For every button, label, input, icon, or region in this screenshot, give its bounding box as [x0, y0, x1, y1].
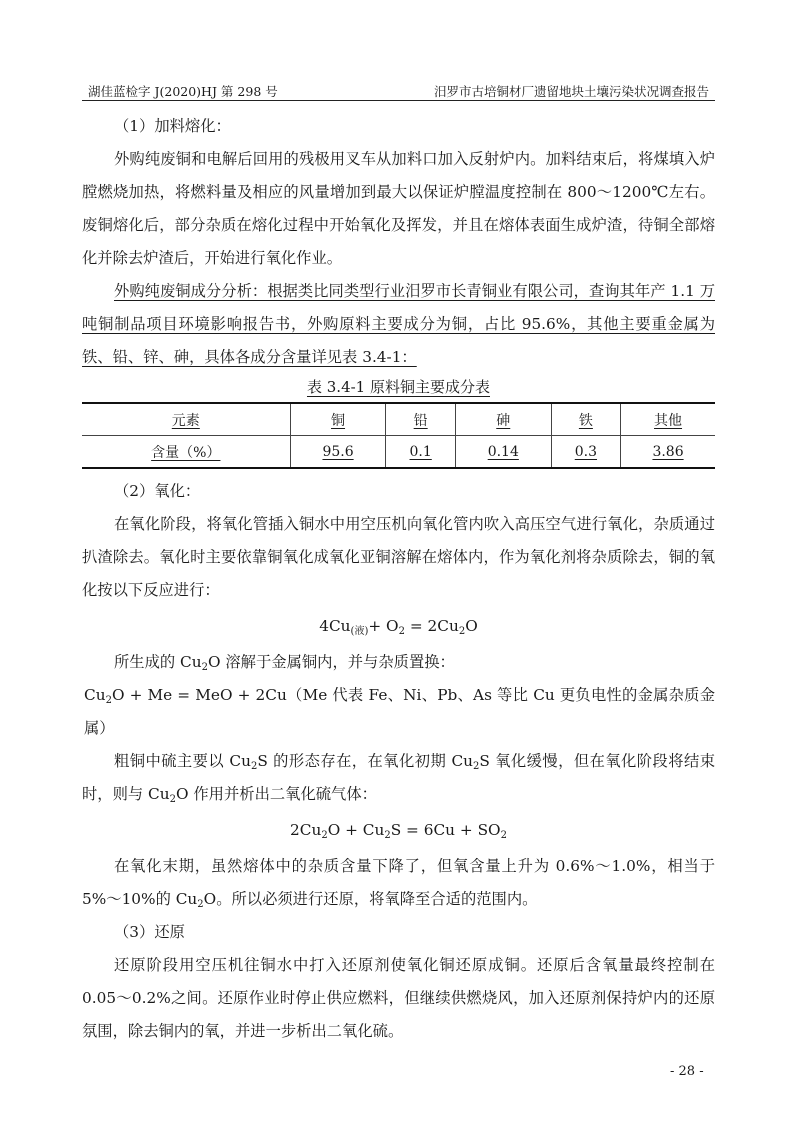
table-header-cell: 铜	[290, 403, 386, 436]
page-content	[82, 110, 715, 1048]
section-heading-melting: （1）加料熔化：	[114, 117, 231, 135]
paragraph-reduction: 还原阶段用空压机往铜水中打入还原剂使氧化铜还原成铜。还原后含氧量最终控制在 0.05～0.2%之间。还原作业时停止供应燃料，但继续供燃烧风，加入还原剂保持炉内的还原氛围，除去铜内的氧，并进一步析出二氧化硫。	[82, 956, 715, 1040]
table-caption	[82, 374, 715, 400]
table-header-cell: 其他	[621, 403, 715, 436]
paragraph-sulfur: 粗铜中硫主要以 $Cu_2S$ 的形态存在，在氧化初期 $Cu_2S$ 氧化缓慢，但在氧化阶段将结束时，则与 $Cu_2O$ 作用并析出二氧化硫气体：	[82, 752, 716, 805]
page-number: - 28 -	[670, 1064, 704, 1079]
table-cell: 0.14	[455, 436, 551, 469]
page-header	[82, 80, 715, 101]
composition-analysis-text: 外购纯废铜成分分析：根据类比同类型行业汨罗市长青铜业有限公司，查询其年产 1.1 万吨铜制品项目环境影响报告书，外购原料主要成分为铜，占比 95.6%，其他主要重金属为铁、铅、锌、砷，具体各成分含量详见表 3.4-1：	[82, 282, 715, 366]
table-header-row	[82, 403, 715, 436]
table-cell: 95.6	[290, 436, 386, 469]
paragraph-cu2o-dissolve: 所生成的 $Cu_2O$ 溶解于金属铜内，并与杂质置换：	[114, 653, 455, 673]
section-heading-reduction: （3）还原	[114, 923, 185, 941]
table-cell: 0.3	[551, 436, 620, 469]
table-caption-text: 表 3.4-1 原料铜主要成分表	[306, 378, 490, 396]
table-header-cell: 砷	[455, 403, 551, 436]
report-number: 湖佳蓝检字 J(2020)HJ 第 298 号	[88, 84, 278, 99]
composition-table	[82, 402, 715, 469]
paragraph-oxidation: 在氧化阶段，将氧化管插入铜水中用空压机向氧化管内吹入高压空气进行氧化，杂质通过扒渣除去。氧化时主要依靠铜氧化成氧化亚铜溶解在熔体内，作为氧化剂将杂质除去，铜的氧化按以下反应进行：	[82, 515, 715, 599]
table-row	[82, 436, 715, 469]
section-heading-oxidation: （2）氧化：	[114, 482, 201, 500]
paragraph-oxidation-end: 在氧化末期，虽然熔体中的杂质含量下降了，但氧含量上升为 0.6%～1.0%，相当于 5%～10%的 $Cu_2O$。所以必须进行还原，将氧降至合适的范围内。	[82, 857, 715, 910]
table-cell: 3.86	[621, 436, 715, 469]
equation-impurity-replacement: $Cu_2O + Me$ = MeO + 2Cu（Me 代表 Fe、Ni、Pb、As 等比 Cu 更负电性的金属杂质金属）	[84, 686, 715, 737]
table-cell: 含量（%）	[82, 436, 290, 469]
paragraph-composition-analysis	[82, 275, 715, 374]
table-header-cell: 元素	[82, 403, 290, 436]
table-header-cell: 铁	[551, 403, 620, 436]
report-title: 汨罗市古培铜材厂遗留地块土壤污染状况调查报告	[433, 84, 709, 99]
table-header-cell: 铅	[386, 403, 455, 436]
equation-copper-oxidation: $4Cu_{(液)}+ O_2 = 2Cu_2O$	[319, 617, 478, 637]
table-cell: 0.1	[386, 436, 455, 469]
equation-sulfur-dioxide: $2Cu_2O + Cu_2S = 6Cu + SO_2$	[290, 821, 507, 841]
paragraph-melting: 外购纯废铜和电解后回用的残极用叉车从加料口加入反射炉内。加料结束后，将煤填入炉膛燃烧加热，将燃料量及相应的风量增加到最大以保证炉膛温度控制在 800～1200℃左右。废铜熔化后，部分杂质在熔化过程中开始氧化及挥发，并且在熔体表面生成炉渣，待铜全部熔化并除去炉渣后，开始进行氧化作业。	[82, 150, 715, 267]
